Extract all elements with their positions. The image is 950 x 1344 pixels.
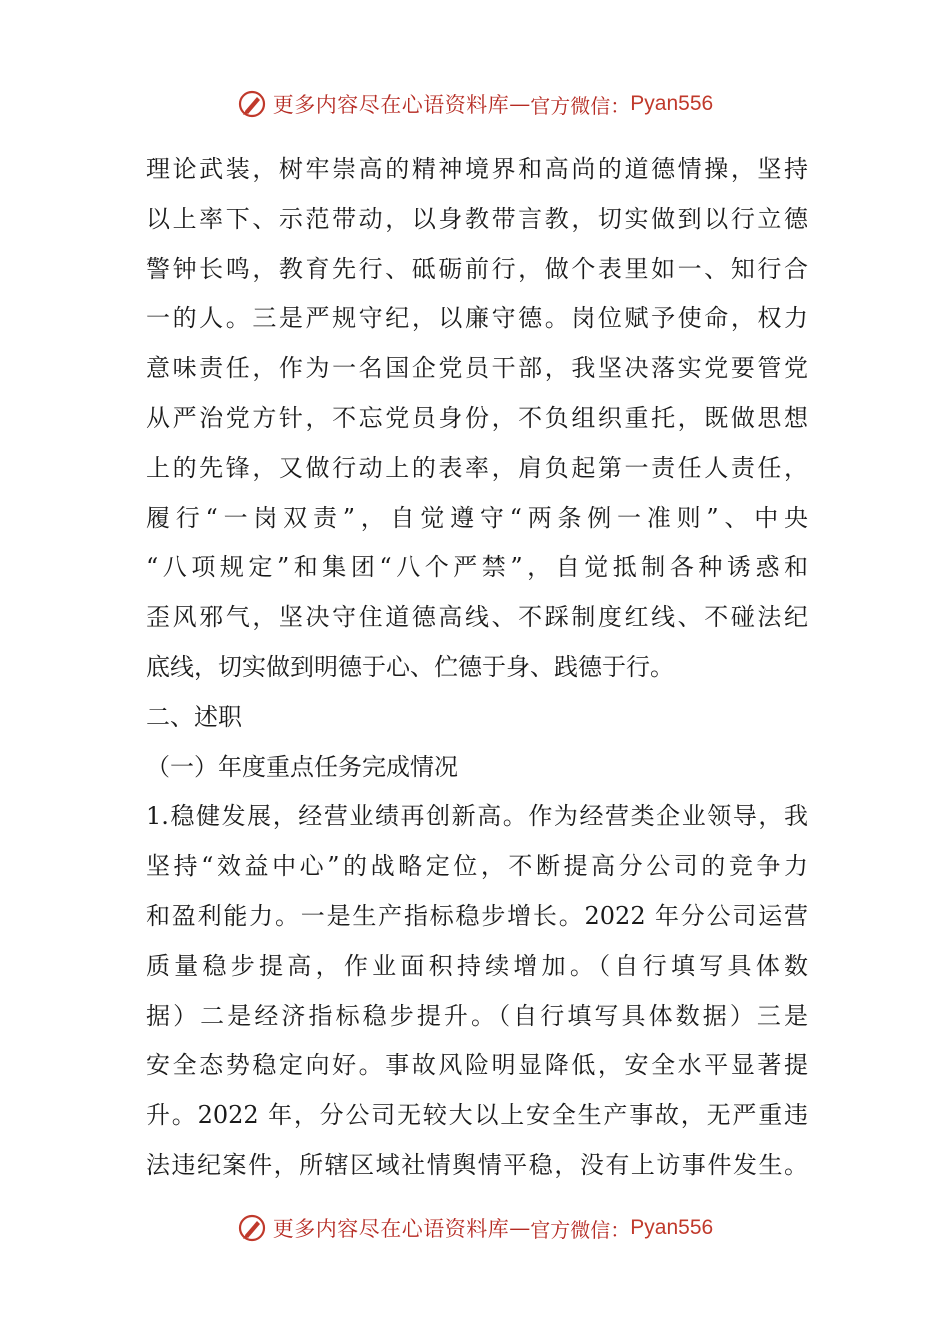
document-body — [146, 145, 808, 1191]
body-line: 安全态势稳定向好。事故风险明显降低，安全水平显著提 — [146, 1051, 808, 1080]
watermark-text: 更多内容尽在心语资料库 — [272, 1217, 510, 1241]
body-line: 质量稳步提高，作业面积持续增加。（自行填写具体数 — [146, 951, 808, 980]
watermark-dash: — — [509, 1216, 531, 1240]
body-line: 一的人。三是严规守纪，以廉守德。岗位赋予使命，权力 — [146, 304, 808, 333]
pen-logo-icon — [237, 1213, 267, 1243]
watermark-wechat-id: Pyan556 — [630, 92, 714, 115]
body-line: 上的先锋，又做行动上的表率，肩负起第一责任人责任， — [146, 453, 808, 482]
body-line: 警钟长鸣，教育先行、砥砺前行，做个表里如一、知行合 — [146, 254, 808, 283]
header-watermark — [0, 84, 950, 124]
body-line: “八项规定”和集团“八个严禁”，自觉抵制各种诱惑和 — [146, 553, 808, 582]
watermark-wechat-label: 官方微信： — [530, 1217, 631, 1242]
subsection-heading: （一）年度重点任务完成情况 — [146, 752, 458, 781]
body-line: 履行“一岗双责”，自觉遵守“两条例一准则”、中央 — [146, 503, 808, 532]
section-heading: 二、述职 — [146, 702, 242, 731]
footer-watermark — [0, 1208, 950, 1248]
body-line: 从严治党方针，不忘党员身份，不负组织重托，既做思想 — [146, 403, 808, 432]
body-line: 坚持“效益中心”的战略定位，不断提高分公司的竞争力 — [146, 852, 808, 881]
watermark-dash: — — [509, 92, 531, 116]
pen-logo-icon — [237, 89, 267, 119]
body-line: 和盈利能力。一是生产指标稳步增长。2022 年分公司运营 — [146, 901, 808, 930]
body-line: 以上率下、示范带动，以身教带言教，切实做到以行立德 — [146, 204, 808, 233]
watermark-wechat-id: Pyan556 — [630, 1216, 714, 1239]
body-line: 歪风邪气，坚决守住道德高线、不踩制度红线、不碰法纪 — [146, 603, 808, 632]
body-line: 法违纪案件，所辖区域社情舆情平稳，没有上访事件发生。 — [146, 1150, 808, 1179]
body-line: 1.稳健发展，经营业绩再创新高。作为经营类企业领导，我 — [146, 802, 808, 831]
body-line: 升。2022 年，分公司无较大以上安全生产事故，无严重违 — [146, 1101, 808, 1130]
body-line: 意味责任，作为一名国企党员干部，我坚决落实党要管党 — [146, 354, 808, 383]
watermark-text: 更多内容尽在心语资料库 — [272, 93, 510, 117]
watermark-wechat-label: 官方微信： — [530, 93, 631, 118]
body-line: 底线，切实做到明德于心、伫德于身、践德于行。 — [146, 652, 674, 681]
body-line: 据）二是经济指标稳步提升。（自行填写具体数据）三是 — [146, 1001, 808, 1030]
body-line: 理论武装，树牢崇高的精神境界和高尚的道德情操，坚持 — [146, 155, 808, 183]
